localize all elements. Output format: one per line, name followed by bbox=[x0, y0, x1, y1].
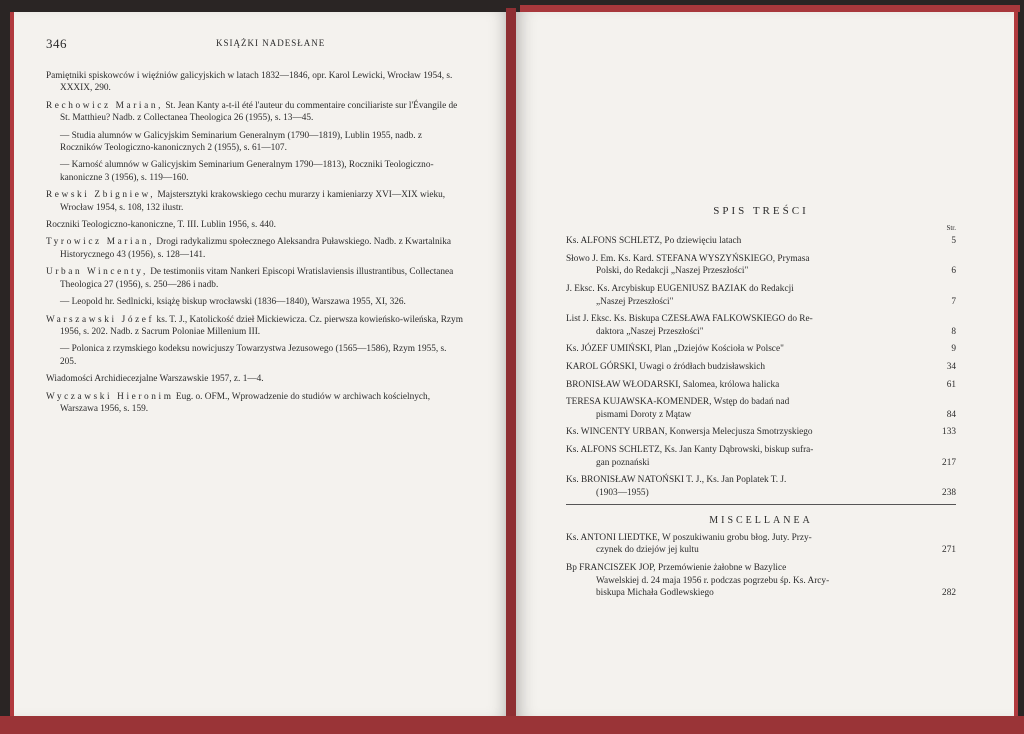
toc-item-text: Ks. ANTONI LIEDTKE, W poszukiwaniu grobu błog. Juty. Przy- bbox=[566, 532, 812, 543]
toc-item-text-cont: (1903—1955) bbox=[596, 487, 649, 498]
toc-item bbox=[566, 379, 956, 392]
entry-author: Wyczawski Hieronim bbox=[46, 391, 174, 402]
entry-text: St. Jean Kanty a-t-il été l'auteur du commentaire conciliariste sur l'Évangile de St. Matthieu? Nadb. z Collectanea Theologica 26 (1955), s. 13—45. bbox=[60, 100, 458, 124]
toc-item bbox=[566, 235, 956, 248]
toc-item-text: Ks. JÓZEF UMIŃSKI, Plan „Dziejów Kościoła w Polsce" bbox=[566, 344, 784, 355]
entry-author: Tyrowicz Marian, bbox=[46, 237, 155, 248]
bibliography-entry bbox=[46, 189, 464, 214]
book-gutter bbox=[506, 8, 516, 720]
toc-item-page: 5 bbox=[951, 236, 956, 247]
bibliography-entry bbox=[46, 391, 464, 416]
entry-author: Rewski Zbigniew, bbox=[46, 190, 156, 201]
toc-item-text-cont: „Naszej Przeszłości" bbox=[596, 296, 674, 307]
page-column-label: Str. bbox=[946, 223, 956, 232]
entry-text: — Karność alumnów w Galicyjskim Seminarium Generalnym 1790—1813), Roczniki Teologiczno-kanoniczne 3 (1956), s. 119—160. bbox=[60, 160, 434, 183]
toc-item-text: Ks. ALFONS SCHLETZ, Ks. Jan Kanty Dąbrowski, biskup sufra- bbox=[566, 444, 814, 455]
toc-item-text: Bp FRANCISZEK JOP, Przemówienie żałobne w Bazylice bbox=[566, 563, 787, 574]
entry-text: ks. T. J., Katolickość dzieł Mickiewicza. Cz. pierwsza kowieńsko-wileńska, Rzym 1956, s. 202. Nadb. z Sacrum Poloniae Millenium III. bbox=[60, 314, 463, 337]
toc-item-text: TERESA KUJAWSKA-KOMENDER, Wstęp do badań nad bbox=[566, 397, 790, 408]
miscellanea-title: MISCELLANEA bbox=[709, 515, 813, 527]
bibliography-list bbox=[46, 70, 464, 420]
bibliography-entry bbox=[46, 159, 464, 184]
toc-item-text: Słowo J. Em. Ks. Kard. STEFANA WYSZYŃSKIEGO, Prymasa bbox=[566, 253, 810, 264]
toc-item-text: Ks. WINCENTY URBAN, Konwersja Melecjusza Smotrzyskiego bbox=[566, 427, 813, 438]
toc-item-text: BRONISŁAW WŁODARSKI, Salomea, królowa halicka bbox=[566, 379, 780, 390]
bibliography-entry bbox=[46, 266, 464, 291]
toc-item bbox=[566, 313, 956, 338]
entry-text: De testimoniis vitam Nankeri Episcopi Wratislaviensis illustrantibus, Collectanea Theologica 27 (1956), s. 250—286 i nadb. bbox=[60, 267, 454, 290]
bibliography-entry bbox=[46, 219, 464, 231]
toc-item-page: 282 bbox=[942, 588, 956, 599]
toc-item-text-cont: Wawelskiej d. 24 maja 1956 r. podczas pogrzebu śp. Ks. Arcy- bbox=[596, 575, 830, 586]
toc-item-page: 61 bbox=[946, 379, 956, 390]
toc-item-page: 271 bbox=[942, 545, 956, 556]
entry-text: Wiadomości Archidiecezjalne Warszawskie 1957, z. 1—4. bbox=[46, 374, 264, 385]
toc-item bbox=[566, 562, 956, 600]
toc-item-page: 34 bbox=[946, 361, 956, 372]
entry-text: Majstersztyki krakowskiego cechu murarzy i kamieniarzy XVI—XIX wieku, Wrocław 1954, s. 108, 132 ilustr. bbox=[60, 190, 446, 213]
toc-item-page: 9 bbox=[951, 344, 956, 355]
toc-item-page: 84 bbox=[946, 409, 956, 420]
toc-item bbox=[566, 532, 956, 557]
bibliography-entry bbox=[46, 296, 464, 308]
toc-item-text: J. Eksc. Ks. Arcybiskup EUGENIUSZ BAZIAK do Redakcji bbox=[566, 283, 794, 294]
toc-item bbox=[566, 283, 956, 308]
bibliography-entry bbox=[46, 100, 464, 125]
toc-item-page: 217 bbox=[942, 457, 956, 468]
toc-item-page: 8 bbox=[951, 326, 956, 337]
toc-item bbox=[566, 426, 956, 439]
toc-item-page: 7 bbox=[951, 296, 956, 307]
entry-text: — Polonica z rzymskiego kodeksu nowicjuszy Towarzystwa Jezusowego (1565—1586), Rzym 1955, s. 205. bbox=[60, 344, 447, 367]
entry-author: Warszawski Józef bbox=[46, 314, 155, 325]
toc-item bbox=[566, 253, 956, 278]
toc-item-page: 133 bbox=[942, 427, 956, 438]
entry-text: — Leopold hr. Sedlnicki, książę biskup wrocławski (1836—1840), Warszawa 1955, XI, 326. bbox=[60, 297, 406, 308]
toc-item-text: Ks. BRONISŁAW NATOŃSKI T. J., Ks. Jan Poplatek T. J. bbox=[566, 475, 787, 486]
entry-author: Rechowicz Marian, bbox=[46, 100, 163, 111]
bibliography-entry bbox=[46, 343, 464, 368]
entry-text: Roczniki Teologiczno-kanoniczne, T. III. Lublin 1956, s. 440. bbox=[46, 220, 276, 231]
toc-item-text-cont: pismami Doroty z Mątaw bbox=[596, 409, 692, 420]
entry-text: Drogi radykalizmu społecznego Aleksandra Puławskiego. Nadb. z Kwartalnika Historycznego 43 (1956), s. 128—141. bbox=[60, 237, 451, 260]
toc-item bbox=[566, 396, 956, 421]
entry-text: Eug. o. OFM., Wprowadzenie do studiów w archiwach kościelnych, Warszawa 1956, s. 159. bbox=[60, 391, 431, 414]
toc-item bbox=[566, 474, 956, 499]
toc-title: SPIS TREŚCI bbox=[713, 205, 809, 217]
table-of-contents bbox=[566, 205, 956, 605]
toc-item-text-cont: daktora „Naszej Przeszłości" bbox=[596, 326, 704, 337]
toc-item-text: KAROL GÓRSKI, Uwagi o źródłach budzisławskich bbox=[566, 361, 765, 372]
toc-item bbox=[566, 361, 956, 374]
page-number: 346 bbox=[46, 36, 67, 51]
entry-text: — Studia alumnów w Galicyjskim Seminarium Generalnym (1790—1819), Lublin 1955, nadb. z Roczników Teologiczno-kanonicznych 2 (1955), s. 61—107. bbox=[60, 130, 423, 154]
toc-item-page: 6 bbox=[951, 266, 956, 277]
toc-item bbox=[566, 343, 956, 356]
toc-item-text-cont: gan poznański bbox=[596, 457, 650, 468]
toc-item bbox=[566, 444, 956, 469]
entry-author: Urban Wincenty, bbox=[46, 267, 148, 278]
bibliography-entry bbox=[46, 314, 464, 339]
bibliography-entry bbox=[46, 70, 464, 95]
bibliography-entry bbox=[46, 236, 464, 261]
toc-items bbox=[566, 235, 956, 505]
book-cover-edge bbox=[0, 716, 1024, 734]
toc-item-text: List J. Eksc. Ks. Biskupa CZESŁAWA FALKOWSKIEGO do Re- bbox=[566, 314, 813, 325]
bibliography-entry bbox=[46, 373, 464, 385]
book-edge-top bbox=[520, 5, 1020, 12]
toc-item-text-cont: Polski, do Redakcji „Naszej Przeszłości" bbox=[596, 266, 749, 277]
miscellanea-items bbox=[566, 532, 956, 600]
running-head: KSIĄŻKI NADESŁANE bbox=[216, 38, 326, 48]
section-divider bbox=[566, 504, 956, 505]
toc-item-text-cont: biskupa Michała Godlewskiego bbox=[596, 588, 714, 599]
toc-item-text-cont: czynek do dziejów jej kultu bbox=[596, 545, 699, 556]
toc-item-text: Ks. ALFONS SCHLETZ, Po dziewięciu latach bbox=[566, 236, 742, 247]
bibliography-entry bbox=[46, 130, 464, 155]
entry-text: Pamiętniki spiskowców i więźniów galicyjskich w latach 1832—1846, opr. Karol Lewicki, Wrocław 1954, s. XXXIX, 290. bbox=[46, 71, 453, 94]
toc-item-page: 238 bbox=[942, 487, 956, 498]
